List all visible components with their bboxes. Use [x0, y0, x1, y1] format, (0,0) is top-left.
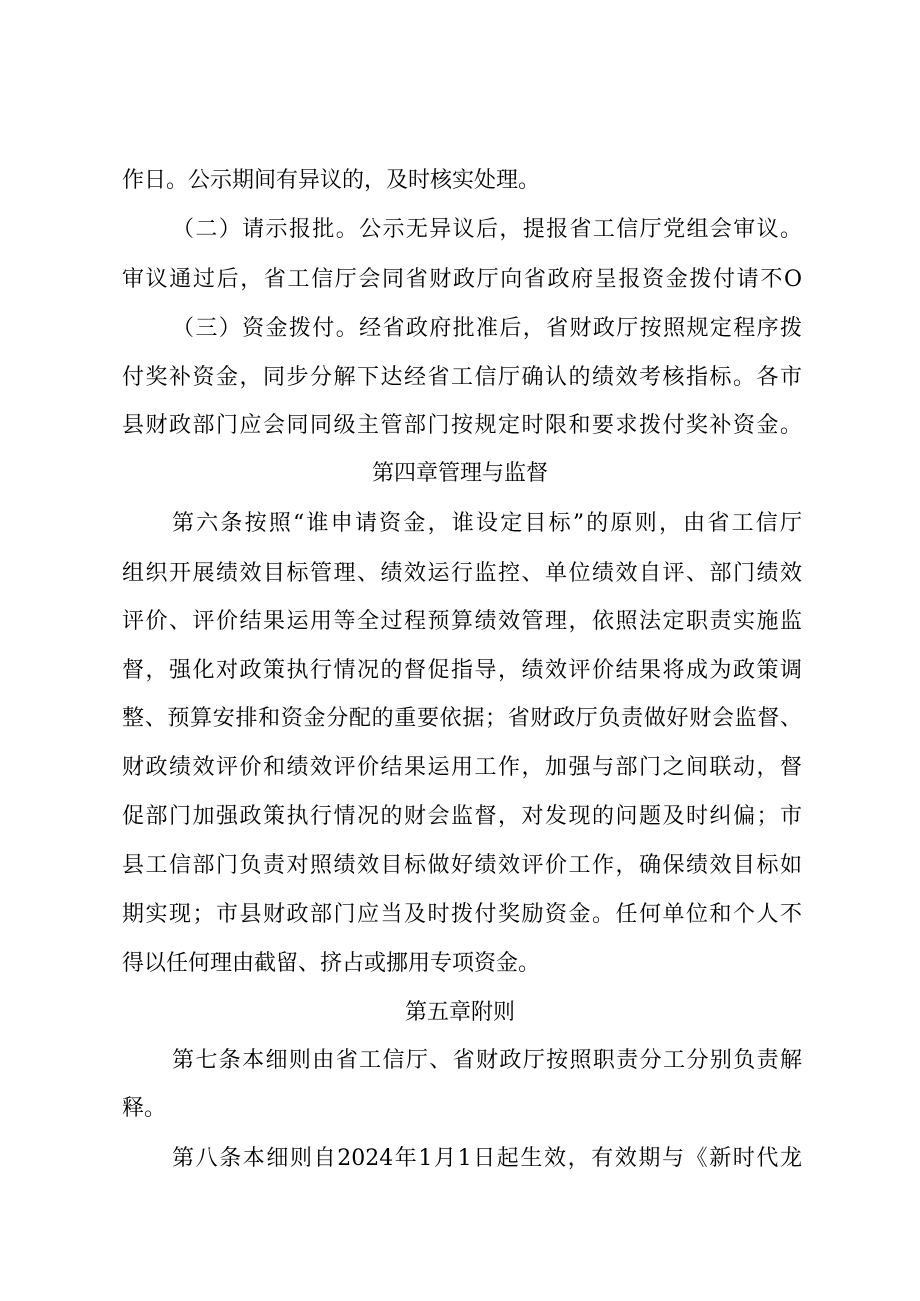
body-line: 作日。公示期间有异议的，及时核实处理。 [122, 168, 541, 193]
body-line: 第六条按照“谁申请资金，谁设定目标”的原则，由省工信厅 [172, 511, 802, 536]
body-line: 县工信部门负责对照绩效目标做好绩效评价工作，确保绩效目标如 [122, 853, 802, 878]
body-line: 财政绩效评价和绩效评价结果运用工作，加强与部门之间联动，督 [122, 755, 802, 780]
body-line: （三）资金拨付。经省政府批准后，省财政厅按照规定程序拨 [172, 316, 802, 341]
body-line: 督，强化对政策执行情况的督促指导，绩效评价结果将成为政策调 [122, 658, 802, 683]
body-line: 组织开展绩效目标管理、绩效运行监控、单位绩效自评、部门绩效 [122, 561, 802, 586]
body-line: 审议通过后，省工信厅会同省财政厅向省政府呈报资金拨付请不O [122, 267, 802, 292]
body-line: 县财政部门应会同同级主管部门按规定时限和要求拨付奖补资金。 [122, 413, 802, 438]
chapter-heading: 第五章附则 [404, 1000, 515, 1025]
body-line: 得以任何理由截留、挤占或挪用专项资金。 [122, 951, 541, 976]
body-line: 整、预算安排和资金分配的重要依据；省财政厅负责做好财会监督、 [122, 706, 802, 731]
body-line: 促部门加强政策执行情况的财会监督，对发现的问题及时纠偏；市 [122, 804, 802, 829]
body-line: 释。 [122, 1096, 167, 1121]
body-line: 第八条本细则自2024年1月1日起生效，有效期与《新时代龙 [172, 1146, 802, 1171]
body-line: 付奖补资金，同步分解下达经省工信厅确认的绩效考核指标。各市 [122, 365, 802, 390]
body-line: （二）请示报批。公示无异议后，提报省工信厅党组会审议。 [172, 217, 802, 242]
body-line: 第七条本细则由省工信厅、省财政厅按照职责分工分别负责解 [172, 1048, 802, 1073]
body-line: 评价、评价结果运用等全过程预算绩效管理，依照法定职责实施监 [122, 609, 802, 634]
chapter-heading: 第四章管理与监督 [371, 461, 548, 486]
body-line: 期实现；市县财政部门应当及时拨付奖励资金。任何单位和个人不 [122, 902, 802, 927]
